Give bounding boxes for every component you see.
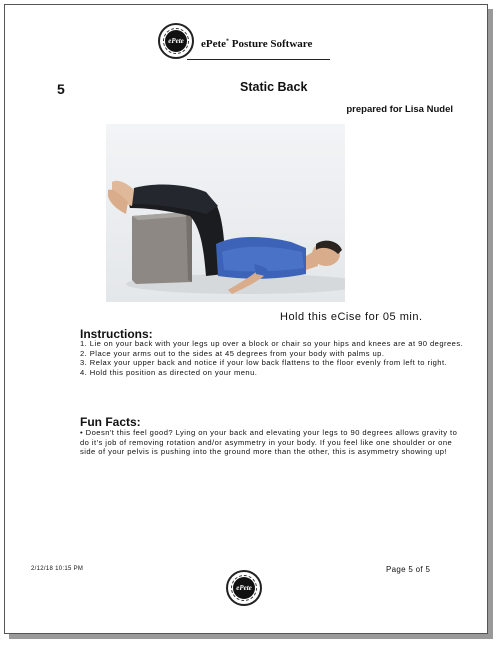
- footer-logo-text: ePete: [233, 577, 255, 599]
- fun-facts-heading: Fun Facts:: [80, 415, 141, 429]
- exercise-title: Static Back: [240, 80, 308, 94]
- hold-duration: Hold this eCise for 05 min.: [280, 311, 423, 323]
- instruction-step: 4. Hold this position as directed on your menu.: [80, 367, 258, 377]
- header-divider: [187, 59, 330, 60]
- static-back-illustration: [106, 124, 345, 302]
- brand-title-rest: Posture Software: [229, 38, 313, 50]
- instruction-step: 3. Relax your upper back and notice if your low back flattens to the floor evenly from left to right.: [80, 358, 448, 368]
- logo-text: ePete: [165, 30, 187, 52]
- exercise-photo: [106, 124, 345, 302]
- brand-name: ePete: [201, 38, 227, 50]
- fun-facts-text: • Doesn't this feel good? Lying on your back and elevating your legs to 90 degrees allows gravity to do it's job of removing rotation and/or asymmetry in your body. If you feel like one shoulder or one side of your pelvis is pushing into the ground more than the other, this is asymmetry showing up!: [80, 428, 458, 457]
- footer-date: 2/12/18 10:15 PM: [31, 566, 84, 572]
- page-indicator: Page 5 of 5: [386, 565, 431, 574]
- brand-mark: *: [226, 38, 230, 45]
- instructions-list: [80, 339, 464, 377]
- exercise-number: 5: [57, 81, 65, 97]
- prepared-for: prepared for Lisa Nudel: [346, 104, 453, 115]
- footer-logo: [226, 570, 262, 606]
- header-title: [201, 38, 312, 50]
- instruction-step: 2. Place your arms out to the sides at 45 degrees from your body with palms up.: [80, 348, 385, 358]
- epete-logo: [158, 23, 194, 59]
- instructions-heading: Instructions:: [80, 327, 153, 341]
- instruction-step: 1. Lie on your back with your legs up over a block or chair so your hips and knees are at 90 degrees.: [80, 339, 464, 348]
